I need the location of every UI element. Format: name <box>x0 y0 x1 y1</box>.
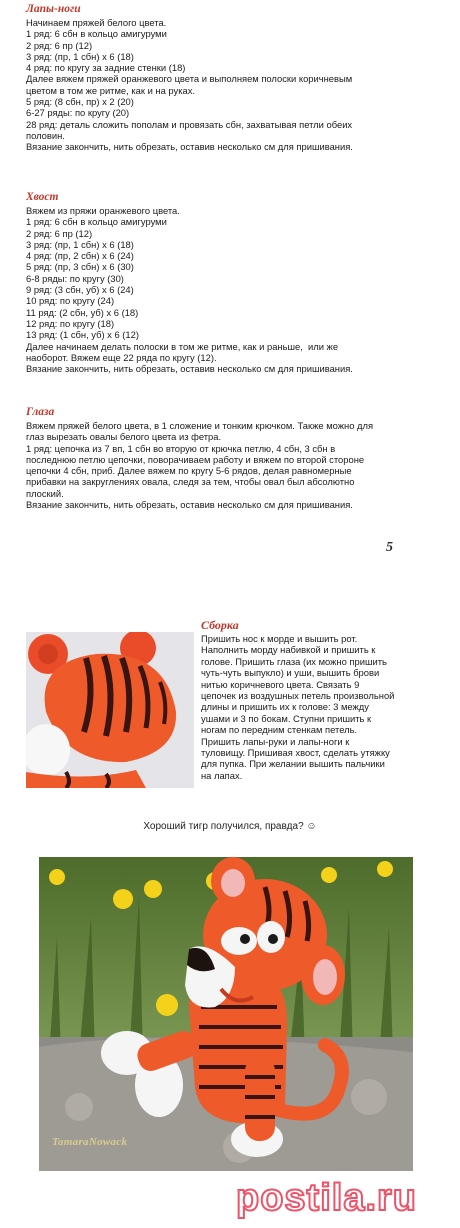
text-line: 3 ряд: (пр, 1 сбн) х 6 (18) <box>26 50 134 62</box>
text-line: 13 ряд: (1 сбн, уб) х 6 (12) <box>26 329 139 341</box>
section-title-tail: Хвост <box>26 191 59 203</box>
text-line: для пупка. При желании вышить пальчики <box>201 758 385 770</box>
photo-caption: Хороший тигр получился, правда? ☺ <box>143 821 317 832</box>
text-line: 9 ряд: (3 сбн, уб) х 6 (24) <box>26 284 134 296</box>
text-line: голове. Пришить глаза (их можно пришить <box>201 655 387 667</box>
text-line: половин. <box>26 129 65 141</box>
text-line: Вязание закончить, нить обрезать, оставив несколько см для пришивания. <box>26 363 353 375</box>
section-tail <box>26 191 436 374</box>
page-number: 5 <box>386 540 393 555</box>
text-line: на лапах. <box>201 769 243 781</box>
section-assembly <box>201 619 433 781</box>
text-line: глаз вырезать овалы белого цвета из фетра. <box>26 431 222 443</box>
text-line: чуть-чуть выпукло) и уши, вышить брови <box>201 667 380 679</box>
eyes-lines <box>26 420 436 510</box>
text-line: цветом в том же ритме, как и на руках. <box>26 84 196 96</box>
text-line: 4 ряд: по кругу за задние стенки (18) <box>26 62 186 74</box>
section-title-eyes: Глаза <box>26 406 55 418</box>
text-line: 4 ряд: (пр, 2 сбн) х 6 (24) <box>26 250 134 262</box>
text-line: плоский. <box>26 487 64 499</box>
text-line: 11 ряд: (2 сбн, уб) х 6 (18) <box>26 306 139 318</box>
tail-lines <box>26 205 436 374</box>
tiger-head-illustration <box>26 632 194 788</box>
text-line: 10 ряд: по кругу (24) <box>26 295 115 307</box>
text-line: длины и пришить их к голове: 3 между <box>201 701 369 713</box>
section-title-assembly: Сборка <box>201 618 239 632</box>
text-line: 1 ряд: 6 сбн в кольцо амигуруми <box>26 216 167 228</box>
photo-watermark: TamaraNowack <box>52 1136 128 1148</box>
text-line: Далее вяжем пряжей оранжевого цвета и выполняем полоски коричневым <box>26 73 353 85</box>
text-line: 1 ряд: 6 сбн в кольцо амигуруми <box>26 28 167 40</box>
text-line: 2 ряд: 6 пр (12) <box>26 227 93 239</box>
tiger-full-photo <box>39 857 413 1171</box>
text-line: 6-8 ряды: по кругу (30) <box>26 272 124 284</box>
text-line: Вязание закончить, нить обрезать, оставив несколько см для пришивания. <box>26 499 353 511</box>
text-line: Вяжем пряжей белого цвета, в 1 сложение и тонким крючком. Также можно для <box>26 420 374 431</box>
text-line: Вязание закончить, нить обрезать, оставив несколько см для пришивания. <box>26 141 353 153</box>
text-line: 5 ряд: (пр, 3 сбн) х 6 (30) <box>26 261 134 273</box>
text-line: нитью коричневого цвета. Связать 9 <box>201 678 360 690</box>
text-line: 6-27 ряды: по кругу (20) <box>26 107 130 119</box>
text-line: туловищу. Пришивая хвост, сделать утяжку <box>201 747 390 759</box>
text-line: ушами и 3 по бокам. Ступни пришить к <box>201 712 372 724</box>
text-line: цепочки 4 сбн, приб. Далее вяжем по кругу 5-6 рядов, делая равномерные <box>26 465 352 477</box>
tiger-head-photo <box>26 632 194 788</box>
paws-lines <box>26 17 436 153</box>
section-paws <box>26 3 436 153</box>
text-line: цепочек из воздушных петель произвольной <box>201 690 395 702</box>
text-line: наоборот. Вяжем еще 22 ряда по кругу (12). <box>26 351 217 363</box>
text-line: Далее начинаем делать полоски в том же ритме, как и раньше, или же <box>26 340 339 352</box>
text-line: 3 ряд: (пр, 1 сбн) х 6 (18) <box>26 238 134 250</box>
text-line: Пришить нос к морде и вышить рот. <box>201 633 358 644</box>
text-line: Наполнить морду набивкой и пришить к <box>201 644 376 656</box>
text-line: ногам по передним стенкам петель. <box>201 724 358 736</box>
text-line: 1 ряд: цепочка из 7 вп, 1 сбн во вторую от крючка петлю, 4 сбн, 3 сбн в <box>26 442 336 454</box>
text-line: Пришить лапы-руки и лапы-ноги к <box>201 735 350 747</box>
text-line: Вяжем из пряжи оранжевого цвета. <box>26 205 180 216</box>
tiger-full-illustration <box>39 857 413 1171</box>
assembly-lines <box>201 633 433 781</box>
section-eyes <box>26 406 436 510</box>
text-line: 12 ряд: по кругу (18) <box>26 317 115 329</box>
section-title-paws: Лапы-ноги <box>26 3 81 15</box>
text-line: последнюю петлю цепочки, поворачиваем работу и вяжем по второй стороне <box>26 453 365 465</box>
text-line: Начинаем пряжей белого цвета. <box>26 17 167 28</box>
postila-logo[interactable]: postila.ru <box>236 1177 418 1219</box>
text-line: 5 ряд: (8 сбн, пр) х 2 (20) <box>26 96 134 108</box>
text-line: прибавки на закруглениях овала, следя за тем, чтобы овал был абсолютно <box>26 476 355 488</box>
text-line: 2 ряд: 6 пр (12) <box>26 39 93 51</box>
text-line: 28 ряд: деталь сложить пополам и провязать сбн, захватывая петли обеих <box>26 118 353 130</box>
